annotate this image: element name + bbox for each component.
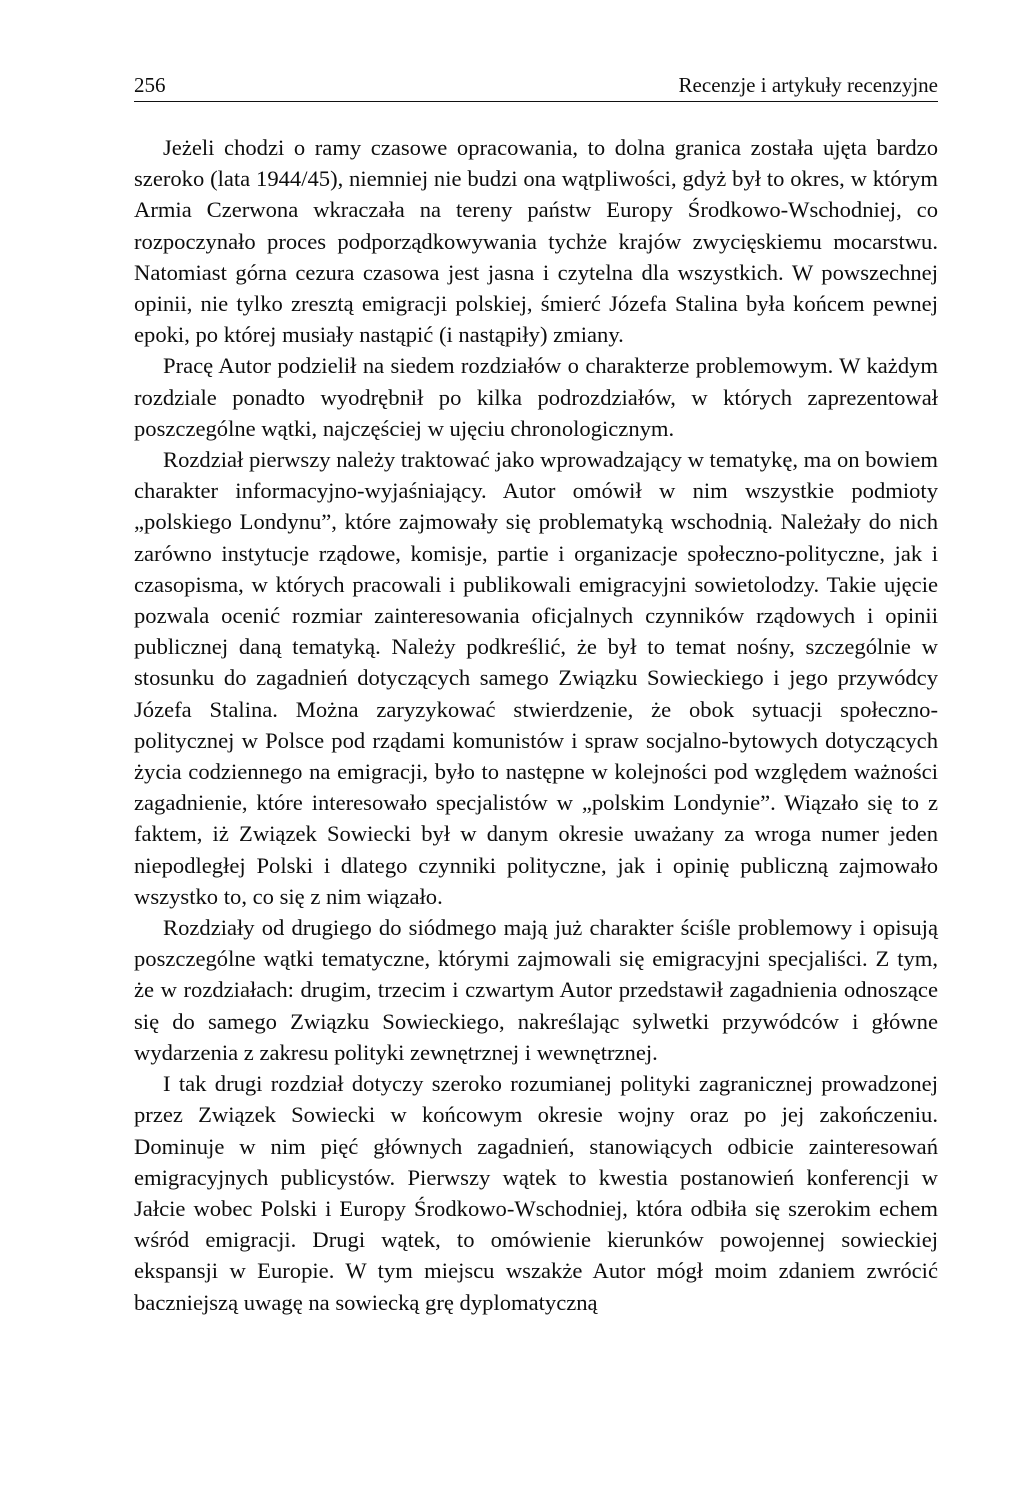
paragraph: Pracę Autor podzielił na siedem rozdziałów o charakterze problemowym. W każdym rozdziale ponadto wyodrębnił po kilka podrozdziałów, w których zaprezentował poszczególne wątki, najczęściej w ujęciu chronologicznym. [134,353,938,441]
body-text [134,132,938,1318]
paragraph: I tak drugi rozdział dotyczy szeroko rozumianej polityki zagranicznej prowadzonej przez Związek Sowiecki w końcowym okresie wojny oraz po jej zakończeniu. Dominuje w nim pięć głównych zagadnień, stanowiących odbicie zainteresowań emigracyjnych publicystów. Pierwszy wątek to kwestia postanowień konferencji w Jałcie wobec Polski i Europy Środkowo-Wschodniej, która odbiła się szerokim echem wśród emigracji. Drugi wątek, to omówienie kierunków powojennej sowieckiej ekspansji w Europie. W tym miejscu wszakże Autor mógł moim zdaniem zwrócić baczniejszą uwagę na sowiecką grę dyplomatyczną [134,1071,938,1315]
paragraph: Jeżeli chodzi o ramy czasowe opracowania, to dolna granica została ujęta bardzo szeroko (lata 1944/45), niemniej nie budzi ona wątpliwości, gdyż był to okres, w którym Armia Czerwona wkraczała na tereny państw Europy Środkowo-Wschodniej, co rozpoczynało proces podporządkowywania tychże krajów zwycięskiemu mocarstwu. Natomiast górna cezura czasowa jest jasna i czytelna dla wszystkich. W powszechnej opinii, nie tylko zresztą emigracji polskiej, śmierć Józefa Stalina była końcem pewnej epoki, po której musiały nastąpić (i nastąpiły) zmiany. [134,135,938,348]
paragraph: Rozdziały od drugiego do siódmego mają już charakter ściśle problemowy i opisują poszczególne wątki tematyczne, którymi zajmowali się emigracyjni specjaliści. Z tym, że w rozdziałach: drugim, trzecim i czwartym Autor przedstawił zagadnienia odnoszące się do samego Związku Sowieckiego, nakreślając sylwetki przywódców i główne wydarzenia z zakresu polityki zewnętrznej i wewnętrznej. [134,915,938,1065]
running-head [134,72,938,102]
page-number: 256 [134,73,166,97]
section-title: Recenzje i artykuły recenzyjne [678,73,938,97]
paragraph: Rozdział pierwszy należy traktować jako wprowadzający w tematykę, ma on bowiem charakter informacyjno-wyjaśniający. Autor omówił w nim wszystkie podmioty „polskiego Londynu”, które zajmowały się problematyką wschodnią. Należały do nich zarówno instytucje rządowe, komisje, partie i organizacje społeczno-polityczne, jak i czasopisma, w których pracowali i publikowali emigracyjni sowietolodzy. Takie ujęcie pozwala ocenić rozmiar zainteresowania oficjalnych czynników rządowych i opinii publicznej daną tematyką. Należy podkreślić, że był to temat nośny, szczególnie w stosunku do zagadnień dotyczących samego Związku Sowieckiego i jego przywódcy Józefa Stalina. Można zaryzykować stwierdzenie, że obok sytuacji społeczno-politycznej w Polsce pod rządami komunistów i spraw socjalno-bytowych dotyczących życia codziennego na emigracji, było to następne w kolejności pod względem ważności zagadnienie, które interesowało specjalistów w „polskim Londynie”. Wiązało się to z faktem, iż Związek Sowiecki był w danym okresie uważany za wroga numer jeden niepodległej Polski i dlatego czynniki polityczne, jak i opinię publiczną zajmowało wszystko to, co się z nim wiązało. [134,447,938,909]
document-page [134,72,938,1318]
